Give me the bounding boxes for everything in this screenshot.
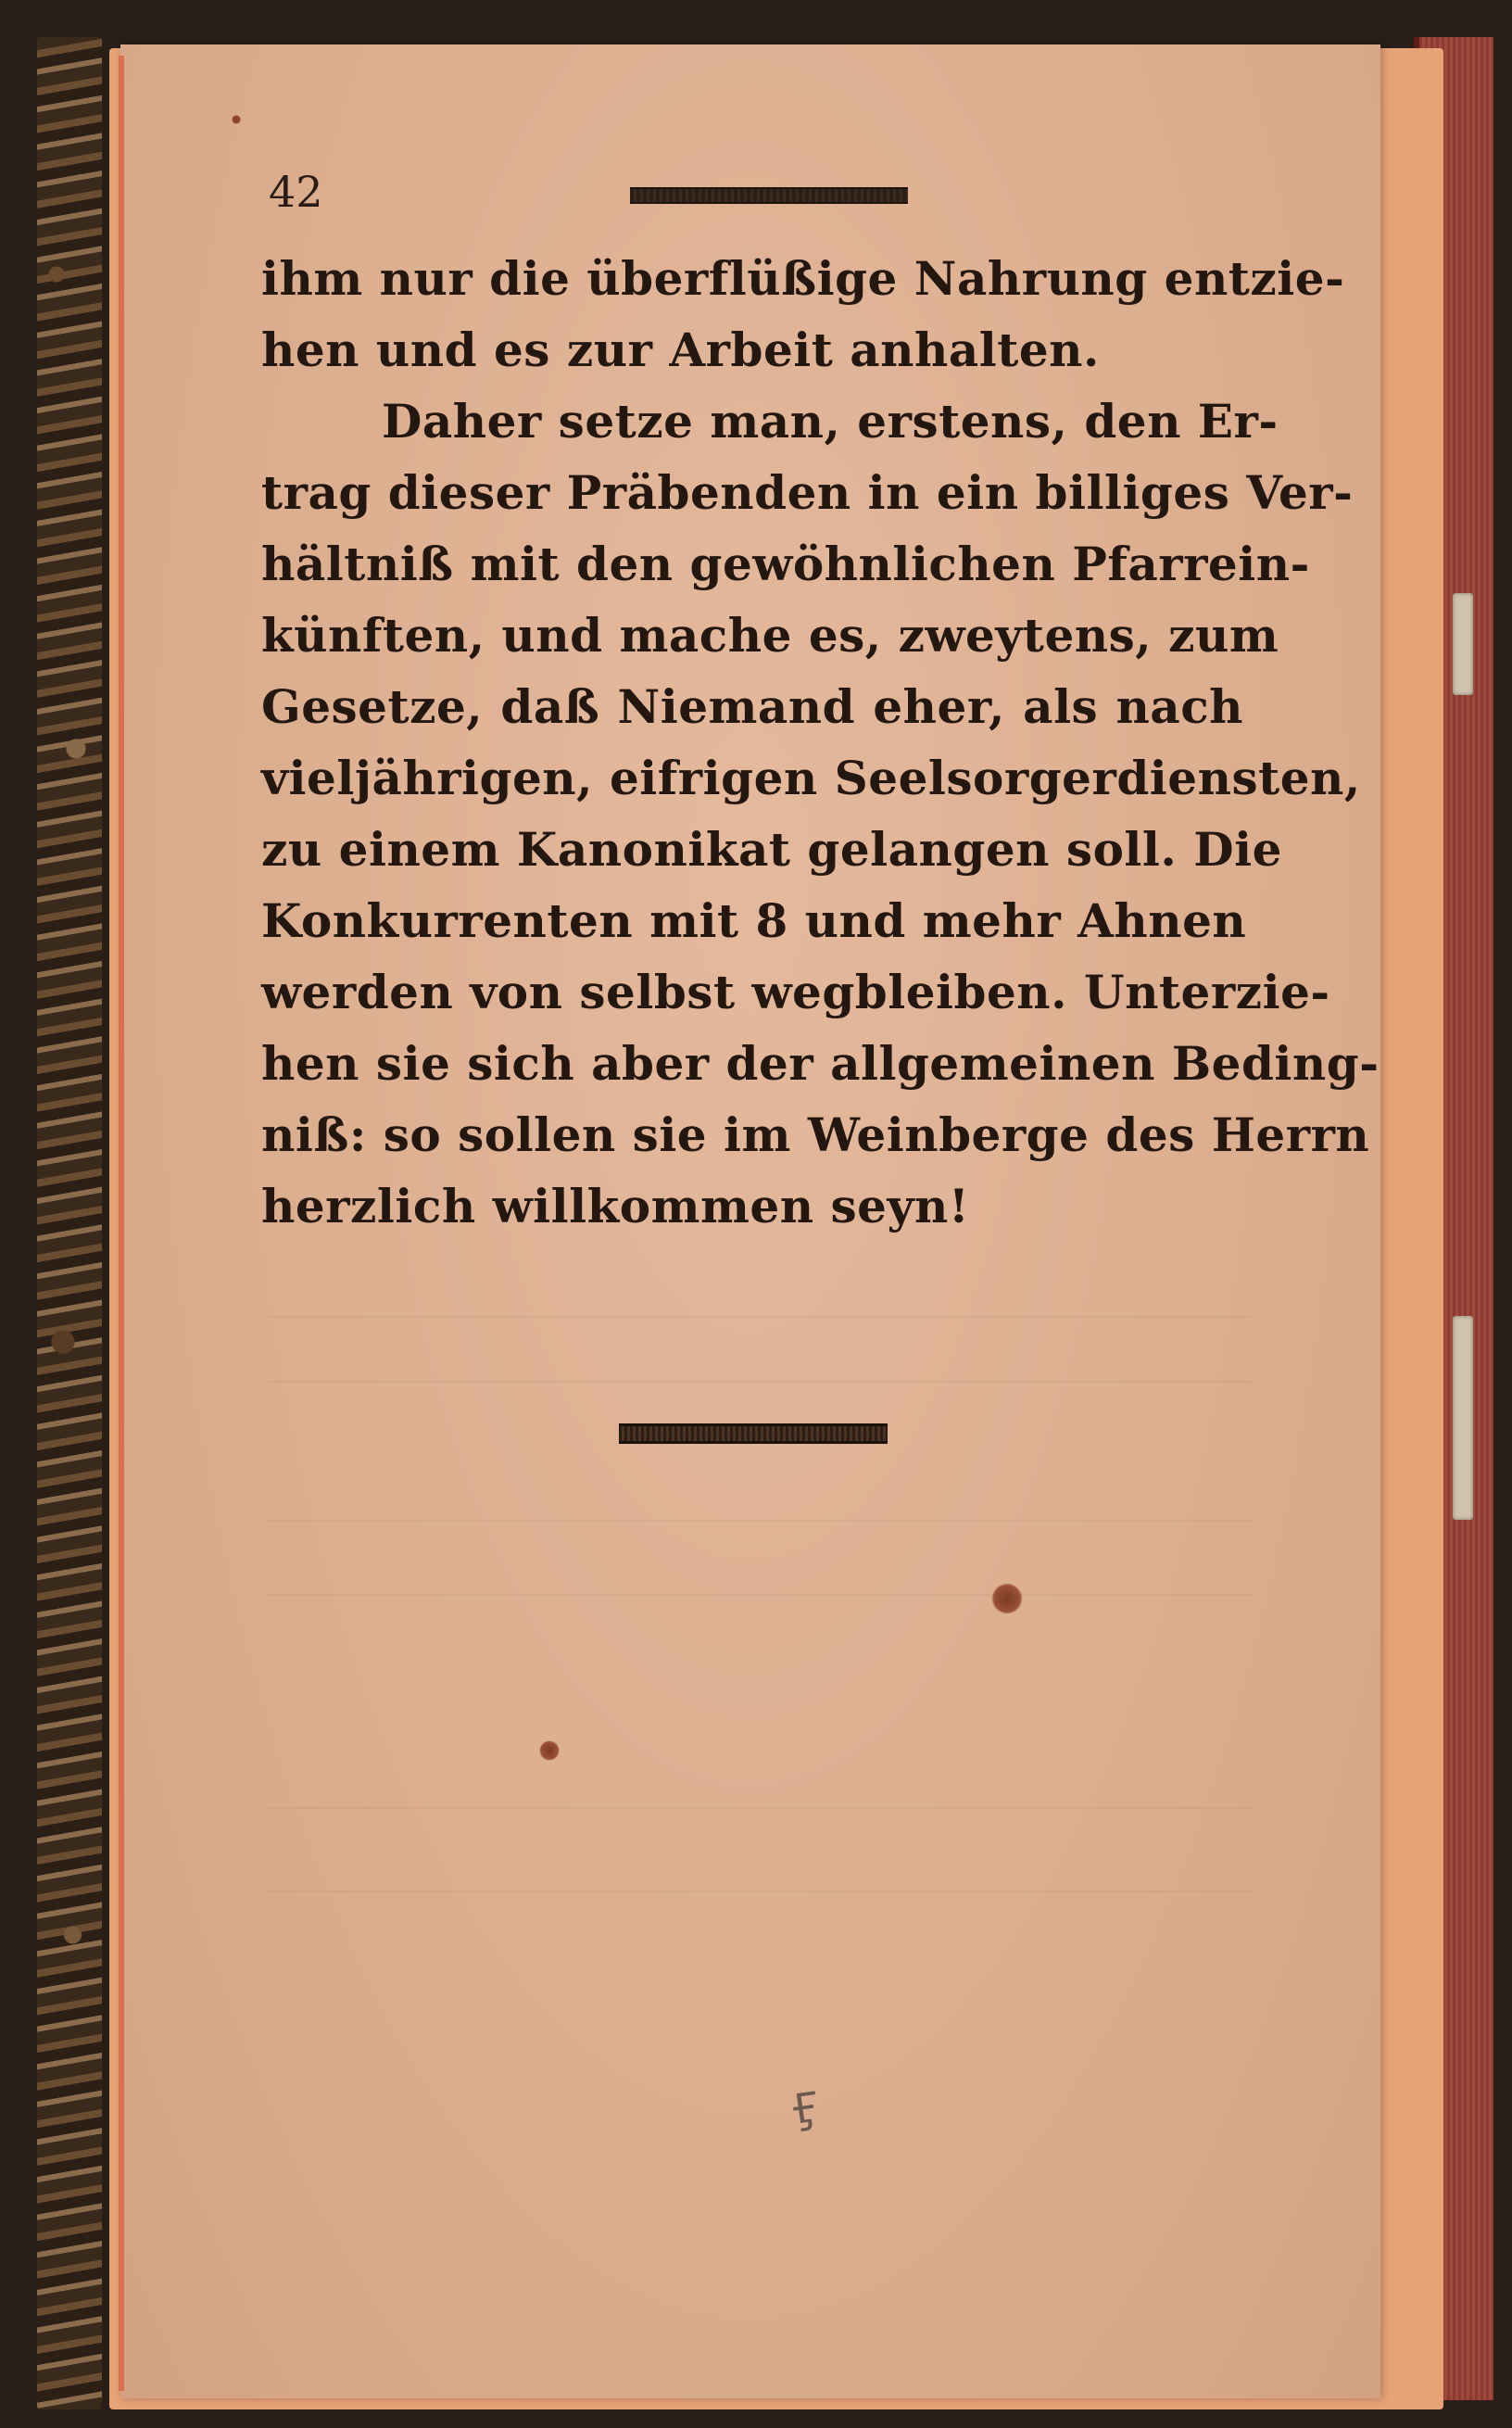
binding-thread	[1453, 593, 1473, 695]
body-text	[261, 243, 1380, 1242]
text-line: ihm nur die überflüßige Nahrung entzie-	[261, 251, 1345, 306]
text-line: werden von selbst wegbleiben. Unterzie-	[261, 965, 1330, 1019]
end-ornament-rule	[619, 1423, 888, 1444]
text-line: niß: so sollen sie im Weinberge des Herrn	[261, 1107, 1370, 1162]
running-header	[269, 167, 1251, 222]
show-through	[269, 1520, 1251, 1522]
text-line: vieljährigen, eifrigen Seelsorgerdiensten,	[261, 751, 1361, 805]
marbled-cover-board	[37, 37, 102, 2409]
show-through	[269, 1316, 1251, 1318]
text-line: zu einem Kanonikat gelangen soll. Die	[261, 822, 1282, 877]
text-line: Gesetze, daß Niemand eher, als nach	[261, 679, 1243, 734]
text-line: trag dieser Präbenden in ein billiges Ver-	[261, 465, 1354, 520]
binding-thread	[1453, 1316, 1473, 1520]
foxing-spot	[991, 1583, 1023, 1614]
show-through	[269, 1891, 1251, 1892]
text-line: künften, und mache es, zweytens, zum	[261, 608, 1279, 663]
text-line: hen sie sich aber der allgemeinen Beding-	[261, 1036, 1380, 1091]
show-through	[269, 1594, 1251, 1596]
page-gutter-edge	[119, 56, 124, 2391]
pencil-mark: Ӻ	[788, 2083, 824, 2134]
foxing-spot	[232, 115, 241, 124]
text-line: Daher setze man, erstens, den Er-	[382, 394, 1279, 449]
text-line: hen und es zur Arbeit anhalten.	[261, 322, 1100, 377]
foxing-spot	[539, 1740, 560, 1761]
text-line: herzlich willkommen seyn!	[261, 1179, 970, 1233]
text-line: hältniß mit den gewöhnlichen Pfarrein-	[261, 537, 1310, 591]
page-number: 42	[269, 167, 323, 217]
show-through	[269, 1807, 1251, 1809]
text-line: Konkurrenten mit 8 und mehr Ahnen	[261, 893, 1247, 948]
show-through	[269, 1381, 1251, 1383]
header-ornament-rule	[630, 187, 908, 204]
